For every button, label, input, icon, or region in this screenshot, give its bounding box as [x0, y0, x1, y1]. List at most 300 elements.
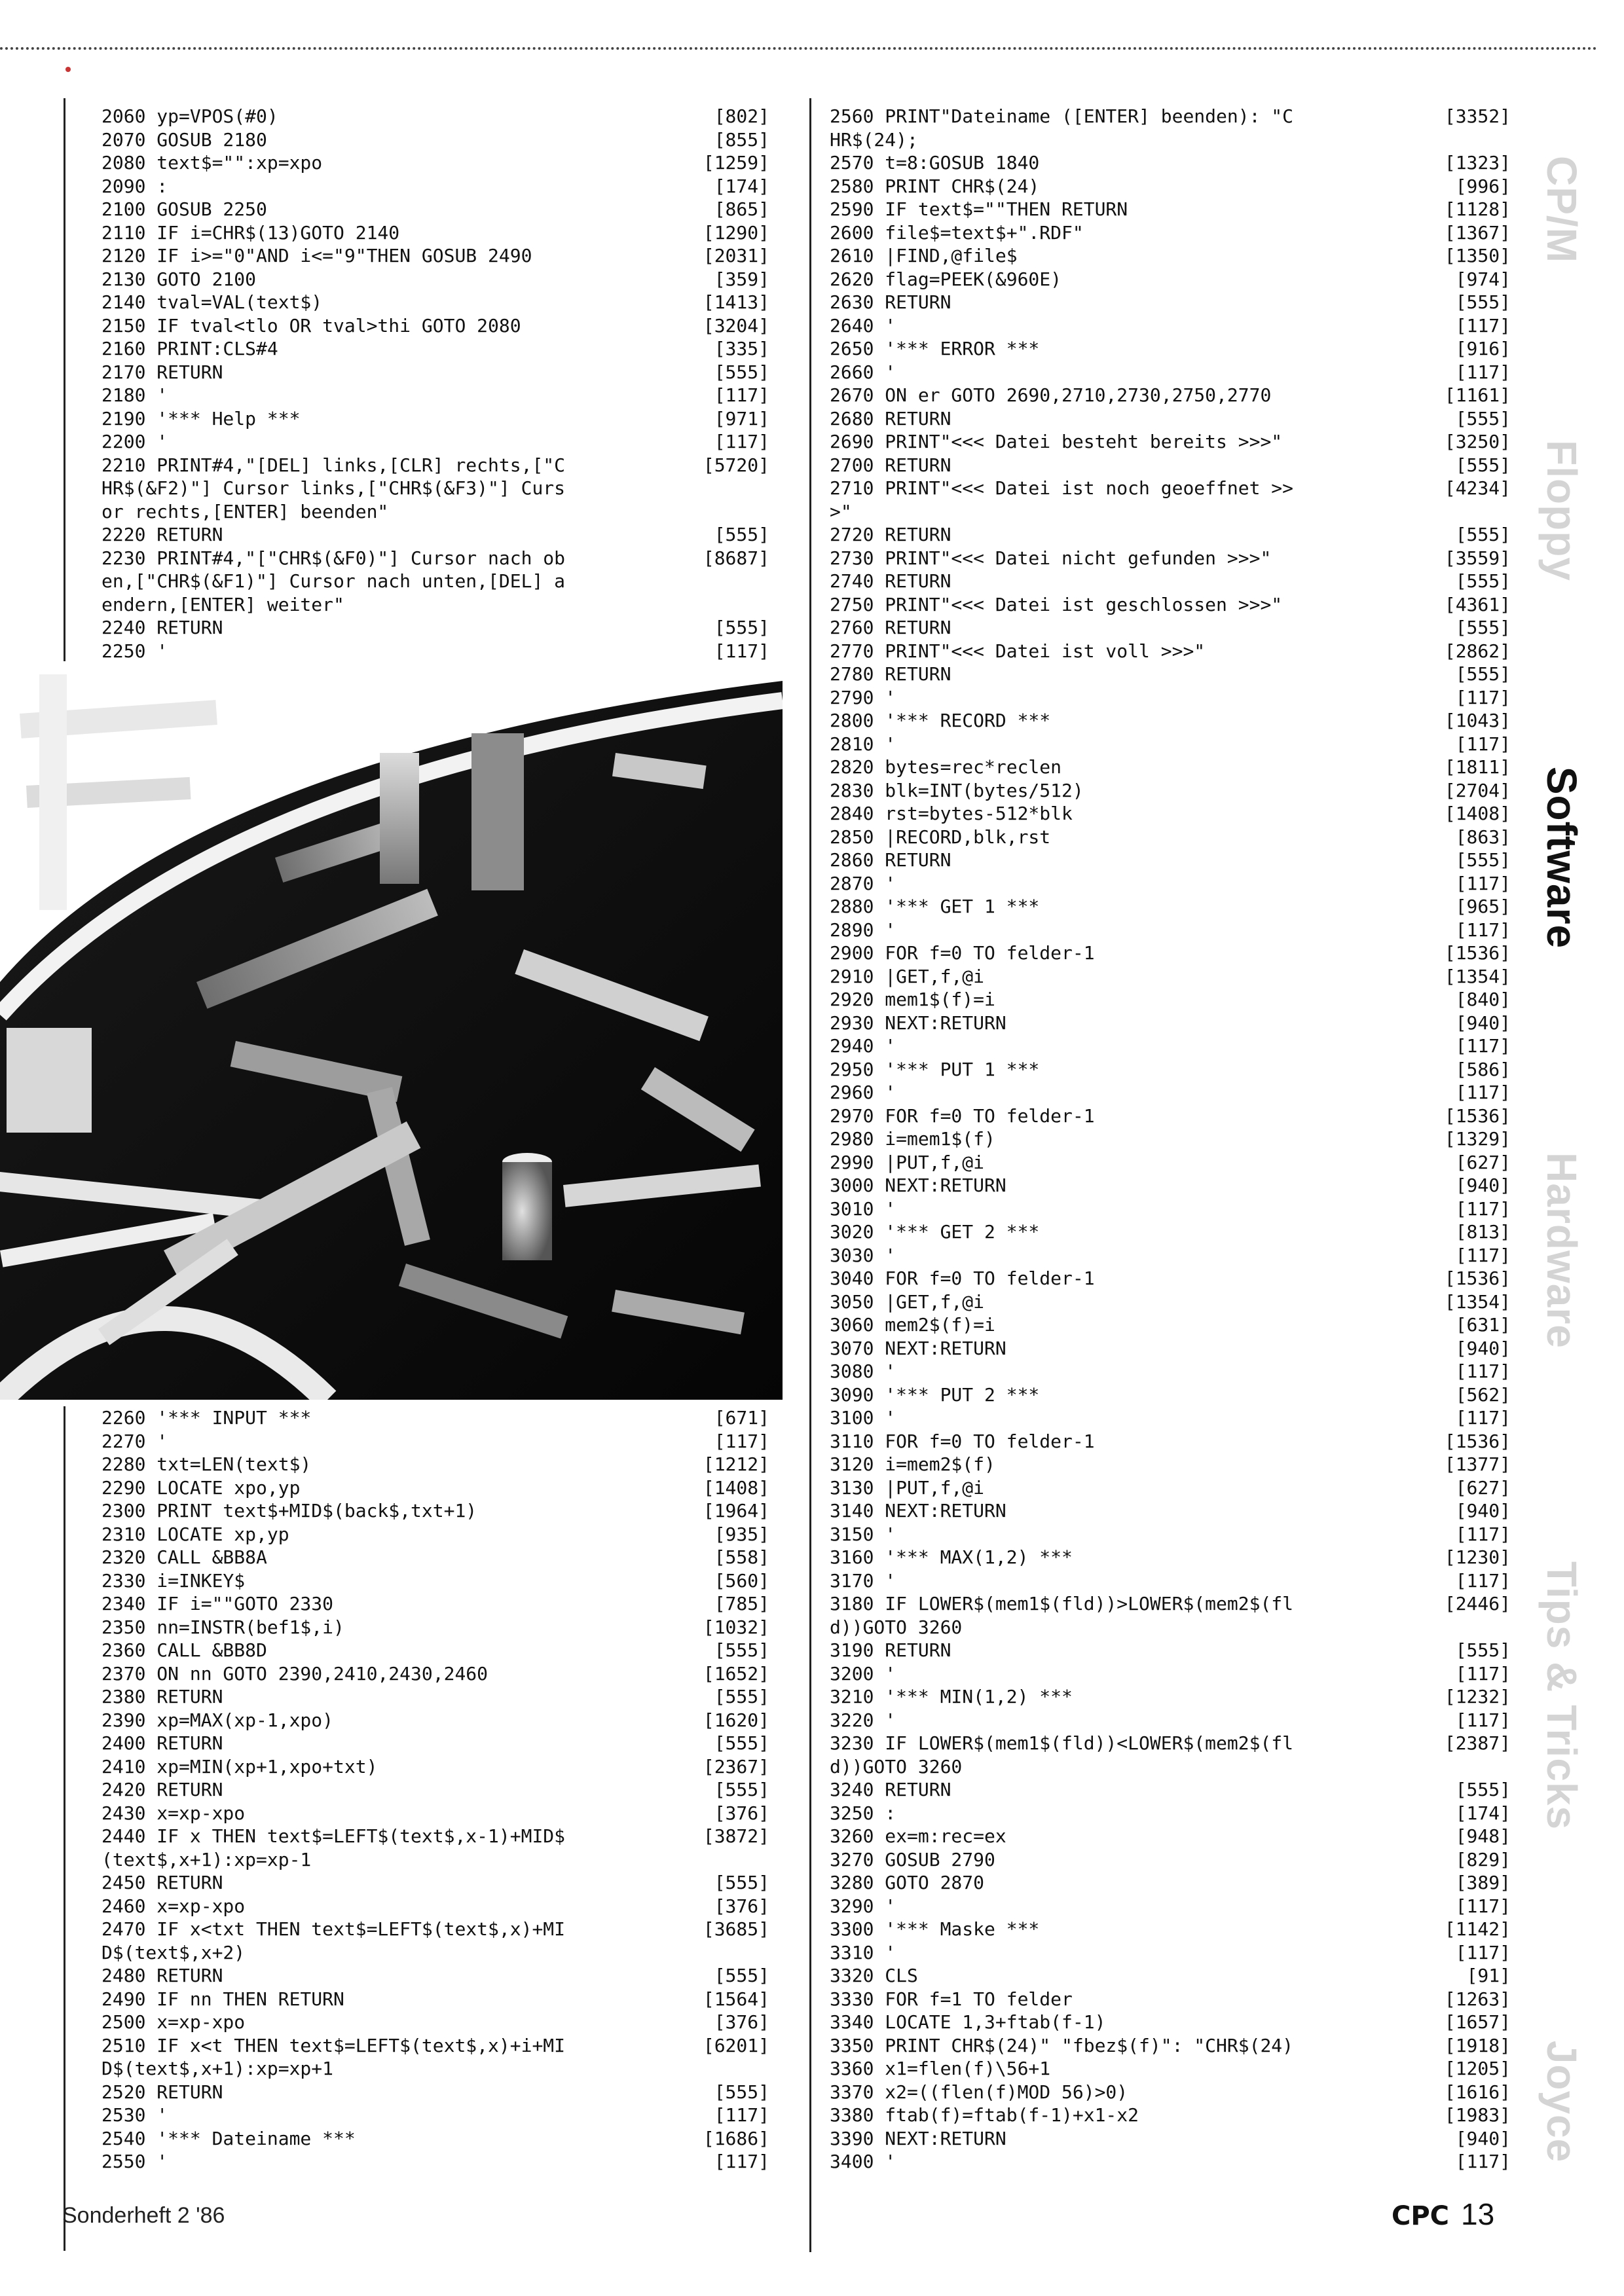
- code-line: [101, 2057, 769, 2081]
- checksum: [555]: [1455, 849, 1511, 871]
- code-line: [830, 848, 1511, 872]
- checksum: [1536]: [1444, 1104, 1511, 1127]
- code-text: 2250 ': [101, 640, 168, 662]
- code-line: [830, 1476, 1511, 1500]
- code-text: d))GOTO 3260: [830, 1616, 963, 1638]
- code-text: 2260 '*** INPUT ***: [101, 1407, 312, 1429]
- code-line: [830, 1244, 1511, 1267]
- code-line: [101, 1755, 769, 1779]
- code-line: [830, 1685, 1511, 1709]
- code-line: [830, 314, 1511, 338]
- code-text: 2440 IF x THEN text$=LEFT$(text$,x-1)+MID$: [101, 1825, 566, 1847]
- code-line: [101, 1453, 769, 1476]
- checksum: [855]: [714, 128, 769, 151]
- code-line: [830, 779, 1511, 803]
- code-line: [101, 268, 769, 291]
- checksum: [4234]: [1444, 477, 1511, 499]
- code-line: [101, 1802, 769, 1825]
- code-line: [830, 2081, 1511, 2104]
- code-line: [830, 1337, 1511, 1360]
- checksum: [1350]: [1444, 245, 1511, 266]
- checksum: [117]: [714, 1430, 769, 1452]
- code-line: [830, 244, 1511, 268]
- code-text: 3170 ': [830, 1569, 896, 1592]
- code-line: [830, 407, 1511, 431]
- code-line: [101, 1918, 769, 1941]
- code-text: 3050 |GET,f,@i: [830, 1290, 985, 1313]
- checksum: [916]: [1455, 338, 1511, 359]
- code-text: 3280 GOTO 2870: [830, 1872, 985, 1893]
- checksum: [1329]: [1444, 1128, 1511, 1150]
- code-line: [830, 2127, 1511, 2151]
- checksum: [813]: [1455, 1221, 1511, 1243]
- code-line: [830, 1104, 1511, 1128]
- checksum: [863]: [1455, 826, 1511, 848]
- code-line: [101, 1988, 769, 2011]
- checksum: [940]: [1455, 2127, 1511, 2149]
- code-text: 2580 PRINT CHR$(24): [830, 175, 1040, 197]
- code-text: 2150 IF tval<tlo OR tval>thi GOTO 2080: [101, 314, 521, 337]
- checksum: [684, 593, 769, 617]
- checksum: [1354]: [1444, 1290, 1511, 1313]
- code-text: (text$,x+1):xp=xp-1: [101, 1848, 312, 1870]
- code-line: [101, 570, 769, 593]
- code-text: 2190 '*** Help ***: [101, 407, 301, 429]
- code-text: 2570 t=8:GOSUB 1840: [830, 152, 1040, 173]
- code-line: [830, 1151, 1511, 1175]
- code-line: [101, 1662, 769, 1686]
- code-line: [830, 547, 1511, 570]
- code-line: [101, 2104, 769, 2127]
- sidebar-tab-joyce[interactable]: [1526, 1984, 1598, 2219]
- code-line: [101, 616, 769, 640]
- code-text: 2350 nn=INSTR(bef1$,i): [101, 1616, 344, 1638]
- code-line: [830, 1406, 1511, 1430]
- code-text: 2490 IF nn THEN RETURN: [101, 1988, 344, 2010]
- code-line: [830, 1058, 1511, 1082]
- sidebar-tab-label: CP/M: [1538, 156, 1585, 263]
- code-text: 3270 GOSUB 2790: [830, 1848, 995, 1870]
- code-text: 2230 PRINT#4,"["CHR$(&F0)"] Cursor nach ob: [101, 547, 566, 569]
- code-text: 3120 i=mem2$(f): [830, 1453, 995, 1475]
- code-line: [830, 1778, 1511, 1802]
- code-text: 2510 IF x<t THEN text$=LEFT$(text$,x)+i+MI: [101, 2034, 566, 2056]
- code-text: 3250 :: [830, 1802, 896, 1824]
- code-text: 2980 i=mem1$(f): [830, 1128, 995, 1150]
- code-line: [101, 1406, 769, 1430]
- checksum: [1290]: [703, 221, 769, 244]
- checksum: [3559]: [1444, 547, 1511, 569]
- checksum: [671]: [714, 1407, 769, 1429]
- checksum: [940]: [1455, 1011, 1511, 1034]
- checksum: [2704]: [1444, 779, 1511, 801]
- checksum: [1323]: [1444, 152, 1511, 173]
- checksum: [555]: [1455, 663, 1511, 685]
- code-text: 3390 NEXT:RETURN: [830, 2127, 1006, 2149]
- code-line: [830, 1918, 1511, 1941]
- code-line: [830, 1895, 1511, 1918]
- code-text: 3010 ': [830, 1197, 896, 1220]
- checksum: [555]: [1455, 570, 1511, 592]
- code-text: 2790 ': [830, 686, 896, 708]
- checksum: [1564]: [703, 1988, 769, 2010]
- code-text: D$(text$,x+2): [101, 1941, 246, 1963]
- code-line: [830, 2011, 1511, 2034]
- code-line: [830, 640, 1511, 663]
- checksum: [117]: [1455, 1082, 1511, 1103]
- code-text: 2630 RETURN: [830, 291, 951, 313]
- code-line: [830, 1360, 1511, 1383]
- code-line: [830, 291, 1511, 314]
- checksum: [6201]: [703, 2034, 769, 2056]
- code-text: 3100 ': [830, 1407, 896, 1429]
- code-text: 2610 |FIND,@file$: [830, 245, 1018, 266]
- code-line: [101, 314, 769, 338]
- checksum: [2446]: [1444, 1593, 1511, 1614]
- code-text: 3220 ': [830, 1709, 896, 1731]
- checksum: [555]: [714, 361, 769, 383]
- code-line: [830, 1546, 1511, 1569]
- checksum: [117]: [1455, 314, 1511, 337]
- code-text: 2410 xp=MIN(xp+1,xpo+txt): [101, 1755, 378, 1777]
- code-line: [101, 523, 769, 547]
- checksum: [948]: [1455, 1825, 1511, 1847]
- checksum: [971]: [714, 407, 769, 429]
- code-line: [101, 1592, 769, 1616]
- checksum: [2367]: [703, 1755, 769, 1777]
- code-text: 2280 txt=LEN(text$): [101, 1453, 312, 1475]
- code-text: 2720 RETURN: [830, 524, 951, 545]
- checksum: [376]: [714, 1802, 769, 1824]
- code-text: 2900 FOR f=0 TO felder-1: [830, 942, 1095, 964]
- code-line: [830, 2034, 1511, 2058]
- checksum: [684, 1848, 769, 1872]
- sidebar-tab-label: Tips & Tricks: [1538, 1561, 1585, 1831]
- code-text: 2120 IF i>="0"AND i<="9"THEN GOSUB 2490: [101, 245, 532, 266]
- sidebar-tab-software[interactable]: [1526, 707, 1598, 1008]
- code-text: 2370 ON nn GOTO 2390,2410,2430,2460: [101, 1662, 489, 1685]
- code-text: 2400 RETURN: [101, 1732, 223, 1754]
- code-line: [830, 941, 1511, 965]
- code-line: [830, 733, 1511, 756]
- code-text: or rechts,[ENTER] beenden": [101, 500, 389, 522]
- abstract-photo: [0, 674, 783, 1400]
- code-text: 2940 ': [830, 1035, 896, 1057]
- code-line: [830, 337, 1511, 361]
- checksum: [1408]: [703, 1476, 769, 1499]
- code-line: [101, 454, 769, 477]
- code-text: 2640 ': [830, 314, 896, 337]
- code-line: [830, 1523, 1511, 1546]
- code-line: [830, 1197, 1511, 1221]
- code-line: [830, 2057, 1511, 2081]
- checksum: [1367]: [1444, 221, 1511, 244]
- code-text: 2220 RETURN: [101, 524, 223, 545]
- code-line: [830, 1616, 1511, 1639]
- code-text: 3200 ': [830, 1662, 896, 1685]
- checksum: [117]: [1455, 1523, 1511, 1545]
- checksum: [3352]: [1444, 105, 1511, 127]
- checksum: [117]: [1455, 1244, 1511, 1266]
- code-text: 2290 LOCATE xpo,yp: [101, 1476, 301, 1499]
- code-line: [830, 1709, 1511, 1732]
- code-text: 2810 ': [830, 733, 896, 755]
- code-text: 3110 FOR f=0 TO felder-1: [830, 1430, 1095, 1452]
- checksum: [376]: [714, 1895, 769, 1917]
- checksum: [117]: [1455, 733, 1511, 755]
- code-line: [101, 547, 769, 570]
- checksum: [684, 2057, 769, 2081]
- code-text: 2820 bytes=rec*reclen: [830, 756, 1062, 778]
- checksum: [359]: [714, 268, 769, 290]
- code-text: 2200 ': [101, 431, 168, 452]
- code-text: 2420 RETURN: [101, 1779, 223, 1800]
- code-text: 2360 CALL &BB8D: [101, 1639, 267, 1661]
- checksum: [1616]: [1444, 2081, 1511, 2103]
- checksum: [684, 500, 769, 524]
- checksum: [117]: [1455, 1662, 1511, 1685]
- code-line: [830, 1569, 1511, 1593]
- code-text: 2870 ': [830, 872, 896, 894]
- code-text: 2930 NEXT:RETURN: [830, 1011, 1006, 1034]
- code-text: 3070 NEXT:RETURN: [830, 1337, 1006, 1359]
- code-line: [101, 477, 769, 500]
- checksum: [627]: [1455, 1476, 1511, 1499]
- checksum: [555]: [1455, 1779, 1511, 1800]
- checksum: [555]: [714, 2081, 769, 2103]
- code-text: 3150 ': [830, 1523, 896, 1545]
- code-line: [830, 919, 1511, 942]
- code-text: 3400 ': [830, 2151, 896, 2172]
- checksum: [555]: [714, 617, 769, 638]
- code-text: 3020 '*** GET 2 ***: [830, 1221, 1040, 1243]
- checksum: [996]: [1455, 175, 1511, 197]
- code-line: [830, 1220, 1511, 1244]
- code-line: [830, 872, 1511, 896]
- code-line: [830, 1755, 1511, 1779]
- code-text: 2520 RETURN: [101, 2081, 223, 2103]
- code-text: 2600 file$=text$+".RDF": [830, 221, 1084, 244]
- code-text: 2750 PRINT"<<< Datei ist geschlossen >>>": [830, 593, 1283, 615]
- code-line: [830, 1848, 1511, 1872]
- checksum: [1377]: [1444, 1453, 1511, 1475]
- code-text: HR$(24);: [830, 128, 918, 151]
- code-text: 2970 FOR f=0 TO felder-1: [830, 1104, 1095, 1127]
- code-text: 3330 FOR f=1 TO felder: [830, 1988, 1073, 2010]
- checksum: [974]: [1455, 268, 1511, 290]
- checksum: [586]: [1455, 1058, 1511, 1080]
- code-line: [101, 640, 769, 663]
- code-text: 2540 '*** Dateiname ***: [101, 2127, 356, 2149]
- checksum: [1161]: [1444, 384, 1511, 406]
- code-line: [101, 1546, 769, 1569]
- checksum: [1232]: [1444, 1686, 1511, 1707]
- code-text: 3040 FOR f=0 TO felder-1: [830, 1267, 1095, 1289]
- top-dotted-rule: [0, 47, 1598, 50]
- checksum: [562]: [1455, 1383, 1511, 1406]
- code-text: 2800 '*** RECORD ***: [830, 710, 1051, 731]
- sidebar-tab-label: Floppy: [1538, 440, 1585, 581]
- code-line: [101, 1848, 769, 1872]
- code-text: 3300 '*** Maske ***: [830, 1918, 1040, 1940]
- code-line: [101, 430, 769, 454]
- code-line: [101, 1778, 769, 1802]
- code-line: [830, 663, 1511, 686]
- code-text: 2840 rst=bytes-512*blk: [830, 803, 1073, 824]
- code-text: 2130 GOTO 2100: [101, 268, 257, 290]
- code-text: 2590 IF text$=""THEN RETURN: [830, 198, 1128, 220]
- page-footer: [1392, 2196, 1494, 2232]
- code-line: [830, 384, 1511, 407]
- code-line: [101, 361, 769, 384]
- checksum: [1426, 1755, 1511, 1779]
- code-text: 3000 NEXT:RETURN: [830, 1175, 1006, 1196]
- code-text: 2700 RETURN: [830, 454, 951, 476]
- code-line: [101, 1709, 769, 1732]
- code-text: 2430 x=xp-xpo: [101, 1802, 246, 1824]
- code-text: 2770 PRINT"<<< Datei ist voll >>>": [830, 640, 1206, 662]
- checksum: [785]: [714, 1593, 769, 1614]
- code-text: 2560 PRINT"Dateiname ([ENTER] beenden): "C: [830, 105, 1294, 127]
- checksum: [2031]: [703, 245, 769, 266]
- checksum: [117]: [1455, 686, 1511, 708]
- checksum: [2862]: [1444, 640, 1511, 662]
- checksum: [1128]: [1444, 198, 1511, 220]
- checksum: [1536]: [1444, 1430, 1511, 1452]
- code-line: [101, 1499, 769, 1523]
- checksum: [555]: [1455, 617, 1511, 638]
- code-line: [830, 175, 1511, 198]
- code-text: 2780 RETURN: [830, 663, 951, 685]
- code-line: [830, 802, 1511, 826]
- code-text: 3090 '*** PUT 2 ***: [830, 1383, 1040, 1406]
- checksum: [1811]: [1444, 756, 1511, 778]
- code-line: [830, 616, 1511, 640]
- code-text: 2910 |GET,f,@i: [830, 965, 985, 987]
- checksum: [1230]: [1444, 1546, 1511, 1568]
- code-text: 2920 mem1$(f)=i: [830, 989, 995, 1010]
- code-text: 2380 RETURN: [101, 1686, 223, 1707]
- code-line: [101, 1616, 769, 1639]
- code-line: [830, 570, 1511, 593]
- code-line: [830, 965, 1511, 989]
- code-text: 2450 RETURN: [101, 1872, 223, 1893]
- checksum: [555]: [714, 524, 769, 545]
- code-line: [830, 709, 1511, 733]
- checksum: [117]: [1455, 2151, 1511, 2172]
- sidebar-tab-label: Software: [1538, 766, 1585, 949]
- code-line: [830, 1127, 1511, 1151]
- checksum: [174]: [714, 175, 769, 197]
- code-text: 2960 ': [830, 1082, 896, 1103]
- sidebar-tab-tips-tricks[interactable]: [1526, 1493, 1598, 1899]
- checksum: [829]: [1455, 1848, 1511, 1870]
- code-line: [830, 221, 1511, 245]
- code-line: [830, 756, 1511, 779]
- code-text: 3350 PRINT CHR$(24)" "fbez$(f)": "CHR$(24): [830, 2034, 1294, 2056]
- checksum: [1408]: [1444, 803, 1511, 824]
- code-line: [101, 1569, 769, 1593]
- checksum: [117]: [1455, 361, 1511, 383]
- checksum: [1426, 1616, 1511, 1639]
- code-text: 3240 RETURN: [830, 1779, 951, 1800]
- code-line: [101, 291, 769, 314]
- checksum: [631]: [1455, 1314, 1511, 1336]
- checksum: [117]: [1455, 1895, 1511, 1917]
- code-text: 2480 RETURN: [101, 1965, 223, 1986]
- code-text: 3060 mem2$(f)=i: [830, 1314, 995, 1336]
- checksum: [2387]: [1444, 1732, 1511, 1754]
- code-line: [101, 1476, 769, 1500]
- checksum: [1205]: [1444, 2058, 1511, 2079]
- code-text: 2850 |RECORD,blk,rst: [830, 826, 1051, 848]
- checksum: [555]: [714, 1732, 769, 1754]
- code-text: 2880 '*** GET 1 ***: [830, 896, 1040, 917]
- checksum: [940]: [1455, 1500, 1511, 1522]
- code-text: 3370 x2=((flen(f)MOD 56)>0): [830, 2081, 1128, 2103]
- code-text: 2300 PRINT text$+MID$(back$,txt+1): [101, 1500, 477, 1522]
- code-text: 2080 text$="":xp=xpo: [101, 152, 323, 173]
- code-line: [101, 407, 769, 431]
- code-line: [101, 198, 769, 221]
- code-text: 2110 IF i=CHR$(13)GOTO 2140: [101, 221, 400, 244]
- code-line: [101, 1685, 769, 1709]
- sidebar-tab-floppy[interactable]: [1526, 373, 1598, 648]
- code-text: 2090 :: [101, 175, 168, 197]
- code-text: 3310 ': [830, 1941, 896, 1963]
- code-text: 2710 PRINT"<<< Datei ist noch geoeffnet >>: [830, 477, 1294, 499]
- code-text: 2170 RETURN: [101, 361, 223, 383]
- checksum: [935]: [714, 1523, 769, 1545]
- checksum: [4361]: [1444, 593, 1511, 615]
- code-line: [830, 1639, 1511, 1662]
- sidebar-tab-cpm[interactable]: [1526, 98, 1598, 321]
- code-text: 3190 RETURN: [830, 1639, 951, 1661]
- code-line: [101, 1523, 769, 1546]
- code-line: [830, 151, 1511, 175]
- code-line: [830, 1988, 1511, 2011]
- code-line: [830, 477, 1511, 500]
- checksum: [1983]: [1444, 2104, 1511, 2126]
- checksum: [555]: [714, 1872, 769, 1893]
- checksum: [1263]: [1444, 1988, 1511, 2010]
- code-text: 2240 RETURN: [101, 617, 223, 638]
- code-line: [830, 1267, 1511, 1290]
- code-text: HR$(&F2)"] Cursor links,["CHR$(&F3)"] Curs: [101, 477, 566, 499]
- checksum: [555]: [1455, 291, 1511, 313]
- checksum: [1413]: [703, 291, 769, 313]
- code-text: 3030 ': [830, 1244, 896, 1266]
- code-line: [101, 244, 769, 268]
- checksum: [1686]: [703, 2127, 769, 2149]
- column-rule: [809, 98, 811, 2252]
- sidebar-tab-hardware[interactable]: [1526, 1080, 1598, 1421]
- checksum: [555]: [714, 1686, 769, 1707]
- checksum: [1620]: [703, 1709, 769, 1731]
- code-line: [830, 1499, 1511, 1523]
- code-line: [830, 128, 1511, 152]
- code-line: [830, 361, 1511, 384]
- code-line: [101, 1895, 769, 1918]
- checksum: [117]: [714, 2151, 769, 2172]
- checksum: [3250]: [1444, 431, 1511, 452]
- code-text: 3260 ex=m:rec=ex: [830, 1825, 1006, 1847]
- code-text: 3360 x1=flen(f)\56+1: [830, 2058, 1051, 2079]
- code-text: 2210 PRINT#4,"[DEL] links,[CLR] rechts,["C: [101, 454, 566, 476]
- checksum: [1142]: [1444, 1918, 1511, 1940]
- code-line: [830, 105, 1511, 128]
- checksum: [3204]: [703, 314, 769, 337]
